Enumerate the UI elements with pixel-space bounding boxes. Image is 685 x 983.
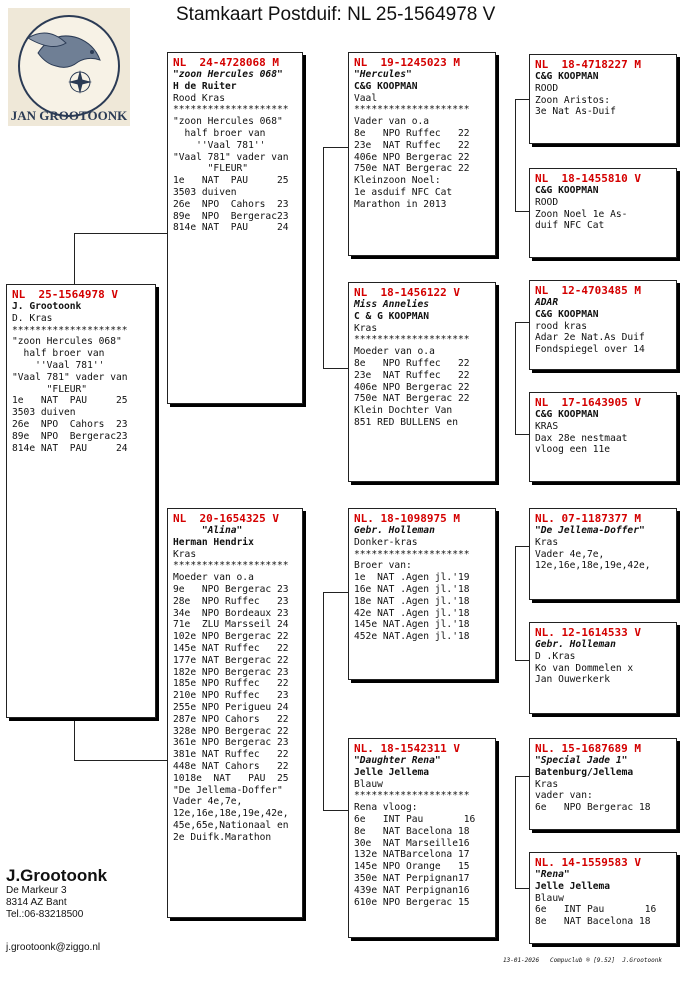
card-line: ROOD [535,196,559,208]
card-line: Donker-kras [354,536,418,548]
pigeon-name: ADAR [535,297,559,308]
card-line: 42e NAT .Agen jl.'18 [354,607,470,619]
connector [323,147,348,148]
owner-phone: Tel.:06-83218500 [6,909,84,920]
card-line: 177e NAT Bergerac 22 [173,654,289,666]
ring-number: NL. 07-1187377 M [535,512,641,525]
pedigree-card-mff [529,508,677,600]
pigeon-name: Gebr. Holleman [354,525,435,536]
card-line: Vader 4e,7e, [173,796,243,808]
breeder-name: Jelle Jellema [535,880,611,892]
card-line: Marathon in 2013 [354,198,447,210]
pigeon-name: "Hercules" [354,69,412,80]
card-line: Rena vloog: [354,802,418,814]
pedigree-card-fm [348,282,496,482]
pigeon-name: "De Jellema-Doffer" [535,525,645,536]
card-line: Vaal [354,92,378,104]
ring-number: NL. 14-1559583 V [535,856,641,869]
pedigree-card-mf [348,508,496,680]
card-line: 851 RED BULLENS en [354,416,458,428]
card-line: 102e NPO Bergerac 22 [173,631,289,643]
card-line: 328e NPO Bergerac 22 [173,725,289,737]
card-line: 30e NAT Marseille16 [354,837,470,849]
card-line: ******************** [12,324,128,336]
connector [515,99,516,211]
breeder-name: Herman Hendrix [173,536,254,548]
pedigree-card-mfm [529,622,677,714]
ring-number: NL 17-1643905 V [535,396,641,409]
card-line: Kras [173,548,197,560]
pedigree-card-subject [6,284,156,718]
card-line: 448e NAT Cahors 22 [173,760,289,772]
card-line: 71e ZLU Marsseil 24 [173,619,289,631]
card-line: 8e NAT Bacelona 18 [354,825,470,837]
card-line: 3503 duiven [173,186,237,198]
card-line: Zoon Aristos: [535,94,611,106]
card-line: D .Kras [535,650,576,662]
owner-address: De Markeur 3 [6,885,67,896]
connector [515,546,529,547]
card-line: 182e NPO Bergerac 23 [173,666,289,678]
card-line: "FLEUR" [12,383,88,395]
card-line: Klein Dochter Van [354,405,453,417]
card-line: KRAS [535,420,559,432]
connector [323,237,324,369]
connector [515,322,529,323]
card-line: 406e NPO Bergerac 22 [354,381,470,393]
logo-text: JAN GROOTOONK [10,108,128,123]
owner-email[interactable]: j.grootoonk@ziggo.nl [6,942,101,953]
pedigree-card-mother [167,508,303,918]
card-line: 3e Nat As-Duif [535,106,616,118]
card-line: 814e NAT PAU 24 [12,442,128,454]
card-line: ******************** [173,104,289,116]
card-line: 45e,65e,Nationaal en [173,819,289,831]
card-line: ROOD [535,82,559,94]
card-line: half broer van [12,348,105,360]
card-line: Adar 2e Nat.As Duif [535,332,645,344]
card-line: Jan Ouwerkerk [535,674,611,686]
card-line: Vader 4e,7e, [535,548,605,560]
card-line: 2e Duifk.Marathon [173,831,272,843]
card-line: 750e NAT Bergerac 22 [354,393,470,405]
card-line: Fondspiegel over 14 [535,344,645,356]
card-line: 145e NPO Orange 15 [354,861,470,873]
connector [74,233,167,234]
card-line: 361e NPO Bergerac 23 [173,737,289,749]
connector [323,368,348,369]
card-line: 255e NPO Perigueu 24 [173,701,289,713]
connector [515,776,529,777]
ring-number: NL 25-1564978 V [12,288,118,301]
ring-number: NL 19-1245023 M [354,56,460,69]
pigeon-name: Miss Annelies [354,299,430,310]
breeder-name: C&G KOOPMAN [535,71,599,82]
card-line: 1e NAT PAU 25 [173,175,289,187]
breeder-name: Batenburg/Jellema [535,766,634,778]
card-line: D. Kras [12,312,53,324]
card-line: 8e NPO Ruffec 22 [354,357,470,369]
connector [323,810,348,811]
card-line: 610e NPO Bergerac 15 [354,896,470,908]
pigeon-name: "zoon Hercules 068" [173,69,283,80]
connector [515,322,516,434]
connector [515,776,516,888]
card-line: "Vaal 781" vader van [173,151,289,163]
card-line: Dax 28e nestmaat [535,432,628,444]
pedigree-card-fff [529,54,677,144]
card-line: 439e NAT Perpignan16 [354,884,470,896]
connector [515,660,529,661]
connector [74,716,75,761]
card-line: Zoon Noel 1e As- [535,208,628,220]
pigeon-name: "Special Jade 1" [535,755,628,766]
card-line: 452e NAT.Agen jl.'18 [354,631,470,643]
connector [515,211,529,212]
card-line: 89e NPO Bergerac23 [173,210,289,222]
pedigree-card-mm [348,738,496,938]
card-line: 18e NAT .Agen jl.'18 [354,595,470,607]
ring-number: NL 18-1456122 V [354,286,460,299]
card-line: 8e NAT Bacelona 18 [535,916,651,928]
breeder-name: C&G KOOPMAN [535,308,599,320]
card-line: 145e NAT Ruffec 22 [173,642,289,654]
card-line: duif NFC Cat [535,220,605,232]
card-line: 8e NPO Ruffec 22 [354,127,470,139]
pedigree-card-fmf [529,280,677,370]
connector [323,592,324,810]
connector [515,546,516,660]
pedigree-card-mmf [529,738,677,830]
pedigree-card-fmm [529,392,677,482]
connector [323,592,348,593]
ring-number: NL. 15-1687689 M [535,742,641,755]
card-line: ******************** [354,334,470,346]
card-line: 6e INT Pau 16 [354,813,476,825]
card-line: 89e NPO Bergerac23 [12,430,128,442]
card-line: Blauw [535,892,564,904]
pedigree-card-mmm [529,852,677,944]
card-line: 6e INT Pau 16 [535,904,657,916]
card-line: 6e NPO Bergerac 18 [535,802,651,814]
card-line: 1018e NAT PAU 25 [173,772,289,784]
card-line: 26e NPO Cahors 23 [173,198,289,210]
breeder-name: H de Ruiter [173,80,237,92]
card-line: 145e NAT.Agen jl.'18 [354,619,470,631]
pigeon-name: "Daughter Rena" [354,755,441,766]
card-line: 814e NAT PAU 24 [173,222,289,234]
card-line: ******************** [354,790,470,802]
card-line: vader van: [535,790,593,802]
card-line: 381e NAT Ruffec 22 [173,749,289,761]
connector [74,233,75,288]
card-line: vloog een 11e [535,444,611,456]
card-line: "De Jellema-Doffer" [173,784,283,796]
card-line: Blauw [354,778,383,790]
card-line: 210e NPO Ruffec 23 [173,690,289,702]
card-line: 132e NATBarcelona 17 [354,849,470,861]
card-line: "Vaal 781" vader van [12,371,128,383]
pigeon-name: "Rena" [535,869,570,880]
card-line: "FLEUR" [173,163,249,175]
card-line: Kleinzoon Noel: [354,175,441,187]
card-line: Vader van o.a [354,116,430,128]
card-line: ******************** [354,548,470,560]
ring-number: NL. 12-1614533 V [535,626,641,639]
card-line: 287e NPO Cahors 22 [173,713,289,725]
print-footer: 13-01-2026 Compuclub ® [9.52] J.Grootoonk [503,957,662,964]
pedigree-card-father [167,52,303,404]
card-line: 16e NAT .Agen jl.'18 [354,583,470,595]
card-line: 23e NAT Ruffec 22 [354,369,470,381]
card-line: 12e,16e,18e,19e,42e, [173,808,289,820]
card-line: Kras [535,536,559,548]
ring-number: NL 24-4728068 M [173,56,279,69]
connector [515,434,529,435]
card-line: ******************** [354,104,470,116]
card-line: 28e NPO Ruffec 23 [173,595,289,607]
card-line: Kras [354,322,378,334]
card-line: ''Vaal 781'' [173,139,266,151]
owner-name: J.Grootoonk [6,866,108,885]
card-line: 1e asduif NFC Cat [354,186,453,198]
card-line: 350e NAT Perpignan17 [354,872,470,884]
card-line: ''Vaal 781'' [12,359,105,371]
pigeon-name: "Alina" [173,525,243,536]
breeder-name: C&G KOOPMAN [535,409,599,420]
card-line: ******************** [173,560,289,572]
ring-number: NL 18-4718227 M [535,58,641,71]
card-line: Broer van: [354,560,412,572]
pigeon-logo [8,8,130,126]
card-line: "zoon Hercules 068" [173,116,283,128]
breeder-name: Jelle Jellema [354,766,430,778]
pigeon-name: Gebr. Holleman [535,639,616,650]
breeder-name: J. Grootoonk [12,301,82,312]
ring-number: NL. 18-1542311 V [354,742,460,755]
ring-number: NL 18-1455810 V [535,172,641,185]
connector [515,888,529,889]
connector [323,147,324,237]
card-line: Kras [535,778,559,790]
pedigree-card-ffm [529,168,677,258]
ring-number: NL 20-1654325 V [173,512,279,525]
connector [515,99,529,100]
card-line: 1e NAT PAU 25 [12,395,128,407]
connector [74,760,167,761]
card-line: 3503 duiven [12,407,76,419]
owner-block [6,866,166,921]
page-title: Stamkaart Postduif: NL 25-1564978 V [176,4,496,25]
card-line: 34e NPO Bordeaux 23 [173,607,289,619]
card-line: 185e NPO Ruffec 22 [173,678,289,690]
card-line: Moeder van o.a [173,572,254,584]
card-line: 750e NAT Bergerac 22 [354,163,470,175]
breeder-name: C & G KOOPMAN [354,310,430,322]
card-line: rood kras [535,320,587,332]
card-line: Rood Kras [173,92,225,104]
card-line: 406e NPO Bergerac 22 [354,151,470,163]
owner-postcode: 8314 AZ Bant [6,897,67,908]
card-line: "zoon Hercules 068" [12,336,122,348]
breeder-name: C&G KOOPMAN [535,185,599,196]
card-line: Ko van Dommelen x [535,662,634,674]
card-line: 23e NAT Ruffec 22 [354,139,470,151]
card-line: 9e NPO Bergerac 23 [173,583,289,595]
card-line: 26e NPO Cahors 23 [12,418,128,430]
card-line: half broer van [173,127,266,139]
ring-number: NL 12-4703485 M [535,284,641,297]
card-line: 1e NAT .Agen jl.'19 [354,572,470,584]
breeder-name: C&G KOOPMAN [354,80,418,92]
ring-number: NL. 18-1098975 M [354,512,460,525]
card-line: Moeder van o.a [354,346,435,358]
card-line: 12e,16e,18e,19e,42e, [535,560,651,572]
pedigree-card-ff [348,52,496,256]
